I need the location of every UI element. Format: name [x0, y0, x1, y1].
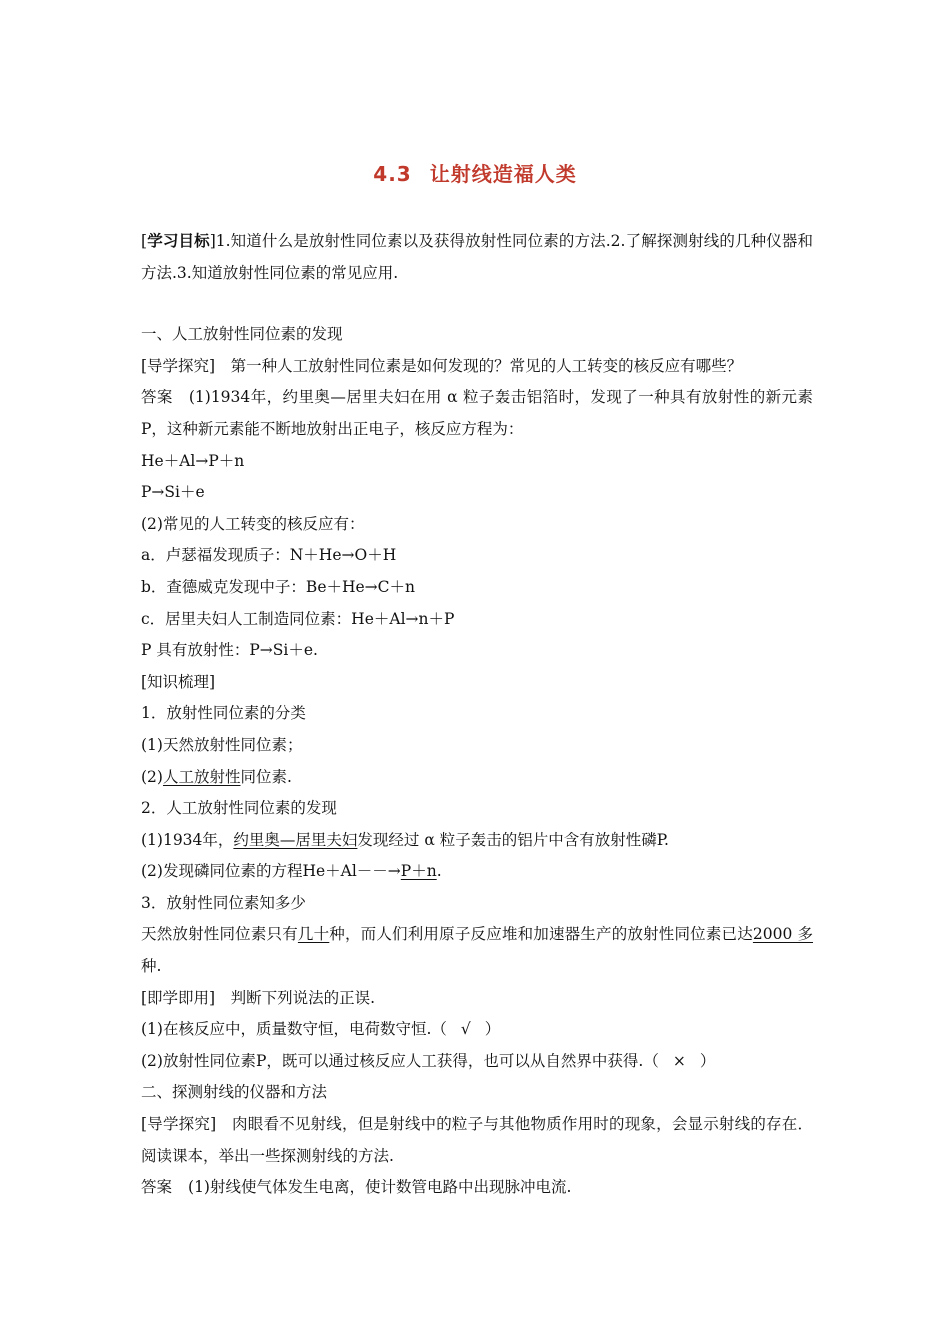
- explore-question: 第一种人工放射性同位素是如何发现的？常见的人工转变的核反应有哪些？: [230, 356, 743, 375]
- title-text: 让射线造福人类: [429, 162, 577, 186]
- text-suffix: 发现经过 α 粒子轰击的铝片中含有放射性磷P.: [357, 830, 669, 849]
- knowledge-2-item-2: [141, 856, 813, 888]
- text-suffix: .: [436, 862, 442, 881]
- answer-text: (1)1934年，约里奥—居里夫妇在用 α 粒子轰击铝箔时，发现了一种具有放射性的新元素P，这种新元素能不断地放射出正电子，核反应方程为：: [141, 388, 813, 438]
- text-prefix: (2): [141, 767, 163, 786]
- knowledge-1-item-2: [141, 762, 813, 794]
- section2-answer: [141, 1172, 813, 1204]
- cross-mark: ×: [672, 1051, 686, 1070]
- reaction-item-p: P 具有放射性：P→Si＋e.: [141, 641, 318, 660]
- equation-2: P→Si＋e: [141, 483, 205, 502]
- judge-item-1: [141, 1014, 813, 1046]
- section-number: 4.3: [373, 162, 412, 186]
- section2-explore: [141, 1109, 813, 1172]
- knowledge-3-text: [141, 919, 813, 982]
- apply-label: [即学即用]: [141, 988, 216, 1007]
- equation-1: He＋Al→P＋n: [141, 451, 245, 470]
- document-body: [141, 226, 813, 1204]
- section1-answer: [141, 382, 813, 445]
- knowledge-1-heading: 1．放射性同位素的分类: [141, 704, 306, 723]
- text-suffix: 种.: [141, 957, 162, 976]
- judge-close: ）: [699, 1051, 716, 1070]
- learning-objectives: [学习目标]1.知道什么是放射性同位素以及获得放射性同位素的方法.2.了解探测射线的几种仪器和方法.3.知道放射性同位素的常见应用.: [141, 232, 813, 282]
- answer-label: 答案: [141, 1178, 173, 1197]
- reaction-item-b: b．查德威克发现中子：Be＋He→C＋n: [141, 577, 416, 596]
- explore-label: [导学探究]: [141, 1115, 217, 1134]
- section1-heading: 一、人工放射性同位素的发现: [141, 325, 343, 344]
- objectives-label: 学习目标: [147, 232, 210, 250]
- blank-answer: 2000 多: [752, 925, 813, 944]
- section1-explore: [141, 351, 813, 383]
- section2-heading: 二、探测射线的仪器和方法: [141, 1083, 328, 1102]
- reaction-item-a: a．卢瑟福发现质子：N＋He→O＋H: [141, 546, 397, 565]
- page-title: [0, 158, 950, 187]
- blank-answer: 人工放射性: [162, 767, 241, 786]
- check-mark: √: [460, 1020, 471, 1039]
- answer-text: (1)射线使气体发生电离，使计数管电路中出现脉冲电流.: [188, 1178, 572, 1197]
- judge-statement: (2)放射性同位素P，既可以通过核反应人工获得，也可以从自然界中获得.（: [141, 1051, 659, 1070]
- text-suffix: 同位素.: [240, 767, 292, 786]
- explore-label: [导学探究]: [141, 356, 216, 375]
- blank-answer: P＋n: [400, 862, 437, 881]
- explore-question: 肉眼看不见射线，但是射线中的粒子与其他物质作用时的现象，会显示射线的存在．阅读课本，举出一些探测射线的方法.: [141, 1115, 813, 1165]
- text-prefix: 天然放射性同位素只有: [141, 925, 298, 944]
- judge-close: ）: [484, 1020, 501, 1039]
- knowledge-3-heading: 3．放射性同位素知多少: [141, 893, 306, 912]
- text-prefix: (1)1934年，: [141, 830, 234, 849]
- knowledge-2-heading: 2．人工放射性同位素的发现: [141, 799, 337, 818]
- knowledge-2-item-1: [141, 825, 813, 857]
- reaction-item-c: c．居里夫妇人工制造同位素：He＋Al→n＋P: [141, 609, 455, 628]
- answer-label: 答案: [141, 388, 173, 407]
- knowledge-1-item-1: (1)天然放射性同位素；: [141, 735, 303, 754]
- apply-section: [141, 983, 813, 1015]
- text-prefix: (2)发现磷同位素的方程He＋Al－－→: [141, 862, 401, 881]
- common-reactions-label: (2)常见的人工转变的核反应有：: [141, 514, 365, 533]
- text-middle: 种，而人们利用原子反应堆和加速器生产的放射性同位素已达: [329, 925, 753, 944]
- judge-item-2: [141, 1046, 813, 1078]
- blank-answer: 几十: [297, 925, 330, 944]
- knowledge-label: [知识梳理]: [141, 672, 216, 691]
- objectives-text: 1.知道什么是放射性同位素以及获得放射性同位素的方法.2.了解探测射线的几种仪器和方法.3.知道放射性同位素的常见应用.: [141, 232, 813, 282]
- blank-answer: 约里奥—居里夫妇: [233, 830, 358, 849]
- apply-text: 判断下列说法的正误.: [230, 988, 376, 1007]
- judge-statement: (1)在核反应中，质量数守恒，电荷数守恒.（: [141, 1020, 447, 1039]
